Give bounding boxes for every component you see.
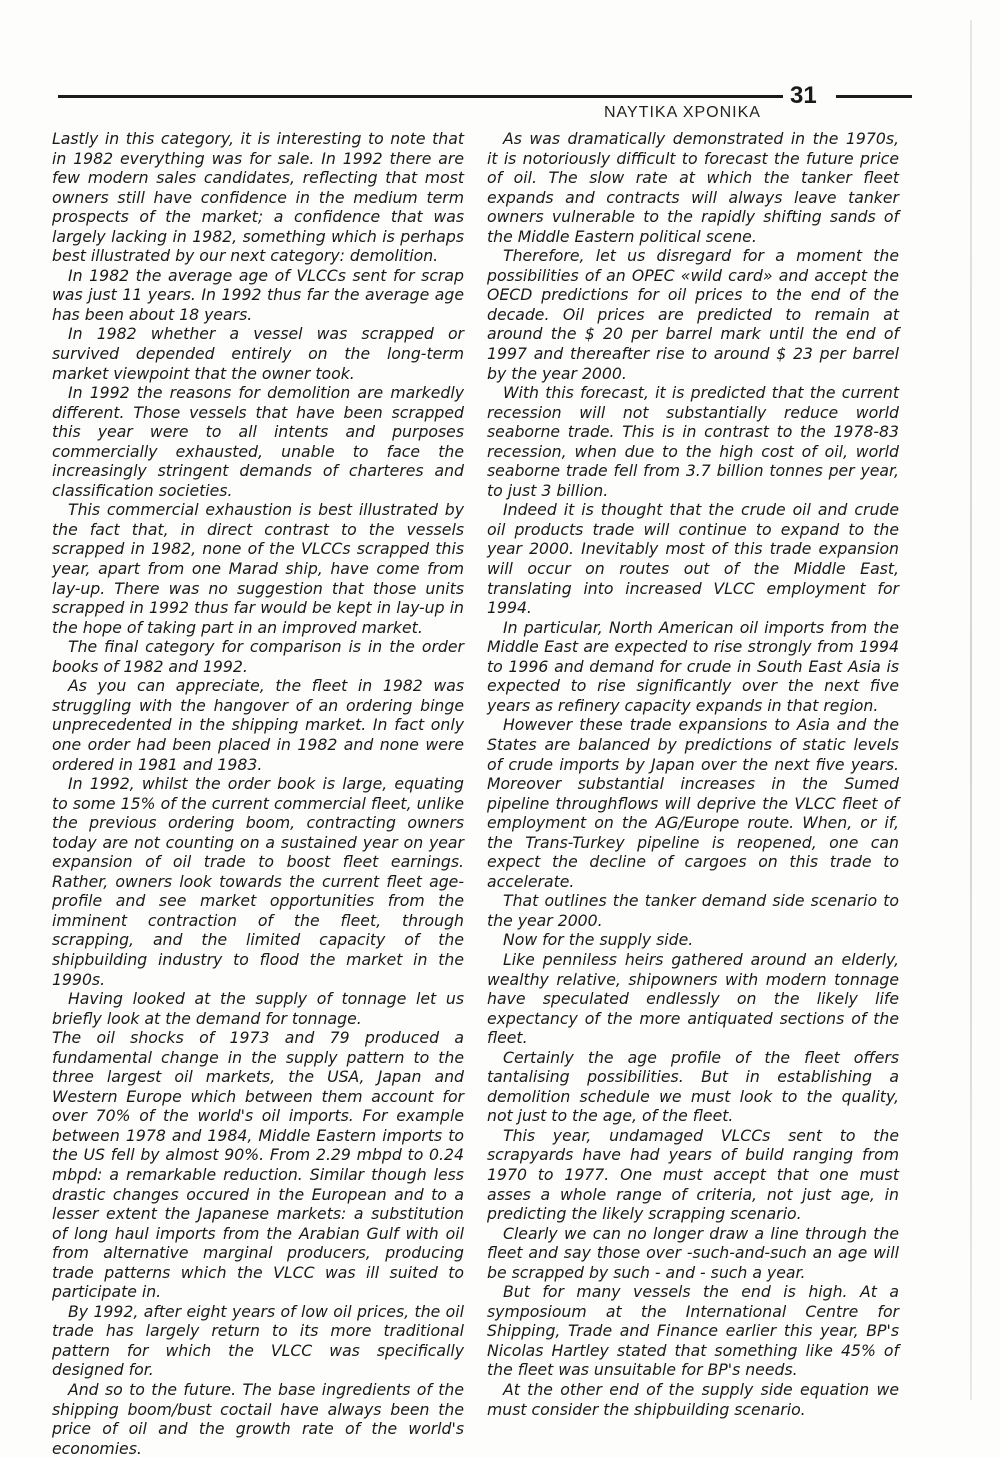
paragraph: Certainly the age profile of the fleet offers tantalising possibilities. But in establishing a demolition schedule we must look to the quality, not just to the age, of the fleet.	[487, 1047, 899, 1126]
paragraph: Clearly we can no longer draw a line through the fleet and say those over -such-and-such an age will be scrapped by such - and - such a year.	[487, 1223, 899, 1282]
paragraph: Like penniless heirs gathered around an elderly, wealthy relative, shipowners with modern tonnage have speculated endlessly on the likely life expectancy of the more antiquated sections of the fleet.	[487, 949, 899, 1048]
paragraph: The final category for comparison is in the order books of 1982 and 1992.	[52, 637, 464, 676]
paragraph: Lastly in this category, it is interesting to note that in 1982 everything was for sale. In 1992 there are few modern sales candidates, reflecting that most owners still have confidence in the medium term prospects of the market; a confidence that was largely lacking in 1982, something which is perhaps best illustrated by our next category: demolition.	[52, 129, 464, 266]
paragraph: This year, undamaged VLCCs sent to the scrapyards have had years of build ranging from 1970 to 1977. One must accept that one must asses a whole range of criteria, not just age, in predicting the likely scrapping scenario.	[487, 1125, 899, 1224]
paragraph: But for many vessels the end is high. At a symposioum at the International Centre for Shipping, Trade and Finance earlier this year, BP's Nicolas Hartley stated that something like 45% of the fleet was unsuitable for BP's needs.	[487, 1282, 899, 1380]
paragraph: In 1982 the average age of VLCCs sent for scrap was just 11 years. In 1992 thus far the average age has been about 18 years.	[52, 265, 464, 324]
journal-title: NAYTIKA XPONIKA	[604, 104, 761, 121]
paragraph: This commercial exhaustion is best illustrated by the fact that, in direct contrast to the vessels scrapped in 1982, none of the VLCCs scrapped this year, apart from one Marad ship, have come from lay-up. There was no suggestion that those units scrapped in 1992 thus far would be kept in lay-up in the hope of taking part in an improved market.	[52, 500, 464, 637]
paragraph: And so to the future. The base ingredients of the shipping boom/bust coctail have always been the price of oil and the growth rate of the world's economies.	[52, 1380, 464, 1458]
paragraph: In 1992, whilst the order book is large, equating to some 15% of the current commercial fleet, unlike the previous ordering boom, contracting owners today are not counting on a sustained year on year expansion of oil trade to boost fleet earnings. Rather, owners look towards the current fleet age-profile and see market opportunities from the imminent contraction of the fleet, through scrapping, and the limited capacity of the shipbuilding industry to flood the market in the 1990s.	[52, 774, 464, 989]
paragraph: The oil shocks of 1973 and 79 produced a fundamental change in the supply pattern to the three largest oil markets, the USA, Japan and Western Europe which between them account for over 70% of the world's oil imports. For example between 1978 and 1984, Middle Eastern imports to the US fell by almost 90%. From 2.29 mbpd to 0.24 mbpd: a remarkable reduction. Similar though less drastic changes occured in the European and to a lesser extent the Japanese markets: a substitution of long haul imports from the Arabian Gulf with oil from alternative marginal producers, producing trade patterns which the VLCC was ill suited to participate in.	[52, 1028, 464, 1302]
paragraph: Therefore, let us disregard for a moment the possibilities of an OPEC «wild card» and accept the OECD predictions for oil prices to the end of the decade. Oil prices are predicted to remain at around the $ 20 per barrel mark until the end of 1997 and thereafter rise to around $ 23 per barrel by the year 2000.	[487, 246, 899, 383]
paragraph: At the other end of the supply side equation we must consider the shipbuilding scenario.	[487, 1380, 899, 1419]
page-edge-line	[970, 20, 972, 1400]
paragraph: Indeed it is thought that the crude oil and crude oil products trade will continue to expand to the year 2000. Inevitably most of this trade expansion will occur on routes out of the Middle East, translating into increased VLCC employment for 1994.	[487, 500, 899, 618]
paragraph: However these trade expansions to Asia and the States are balanced by predictions of static levels of crude imports by Japan over the next five years. Moreover substantial increases in the Sumed pipeline throughflows will deprive the VLCC fleet of employment on the AG/Europe route. When, or if, the Trans-Turkey pipeline is reopened, one can expect the decline of cargoes on this trade to accelerate.	[487, 715, 899, 891]
right-column	[487, 129, 899, 1419]
paragraph: Having looked at the supply of tonnage let us briefly look at the demand for tonnage.	[52, 989, 464, 1028]
paragraph: With this forecast, it is predicted that the current recession will not substantially reduce world seaborne trade. This is in contrast to the 1978-83 recession, when due to the high cost of oil, world seaborne trade fell from 3.7 billion tonnes per year, to just 3 billion.	[487, 383, 899, 500]
paragraph: As was dramatically demonstrated in the 1970s, it is notoriously difficult to forecast the future price of oil. The slow rate at which the tanker fleet expands and contracts will always leave tanker owners vulnerable to the rapidly shifting sands of the Middle Eastern political scene.	[487, 129, 899, 246]
paragraph: Now for the supply side.	[503, 930, 694, 950]
page-number: 31	[790, 82, 817, 109]
paragraph: By 1992, after eight years of low oil prices, the oil trade has largely return to its more traditional pattern for which the VLCC was specifically designed for.	[52, 1301, 464, 1380]
header-rule-right	[836, 95, 912, 98]
header-rule	[58, 95, 783, 98]
paragraph: In particular, North American oil imports from the Middle East are expected to rise strongly from 1994 to 1996 and demand for crude in South East Asia is expected to rise significantly over the next five years as refinery capacity expands in that region.	[487, 617, 899, 715]
paragraph: In 1992 the reasons for demolition are markedly different. Those vessels that have been scrapped this year were to all intents and purposes commercially exhausted, unable to face the increasingly stringent demands of charteres and classification societies.	[52, 383, 464, 500]
paragraph: In 1982 whether a vessel was scrapped or survived depended entirely on the long-term market viewpoint that the owner took.	[52, 324, 464, 383]
paragraph: That outlines the tanker demand side scenario to the year 2000.	[487, 891, 899, 930]
paragraph: As you can appreciate, the fleet in 1982 was struggling with the hangover of an ordering binge unprecedented in the shipping market. In fact only one order had been placed in 1982 and none were ordered in 1981 and 1983.	[52, 676, 464, 774]
left-column	[52, 129, 464, 1458]
